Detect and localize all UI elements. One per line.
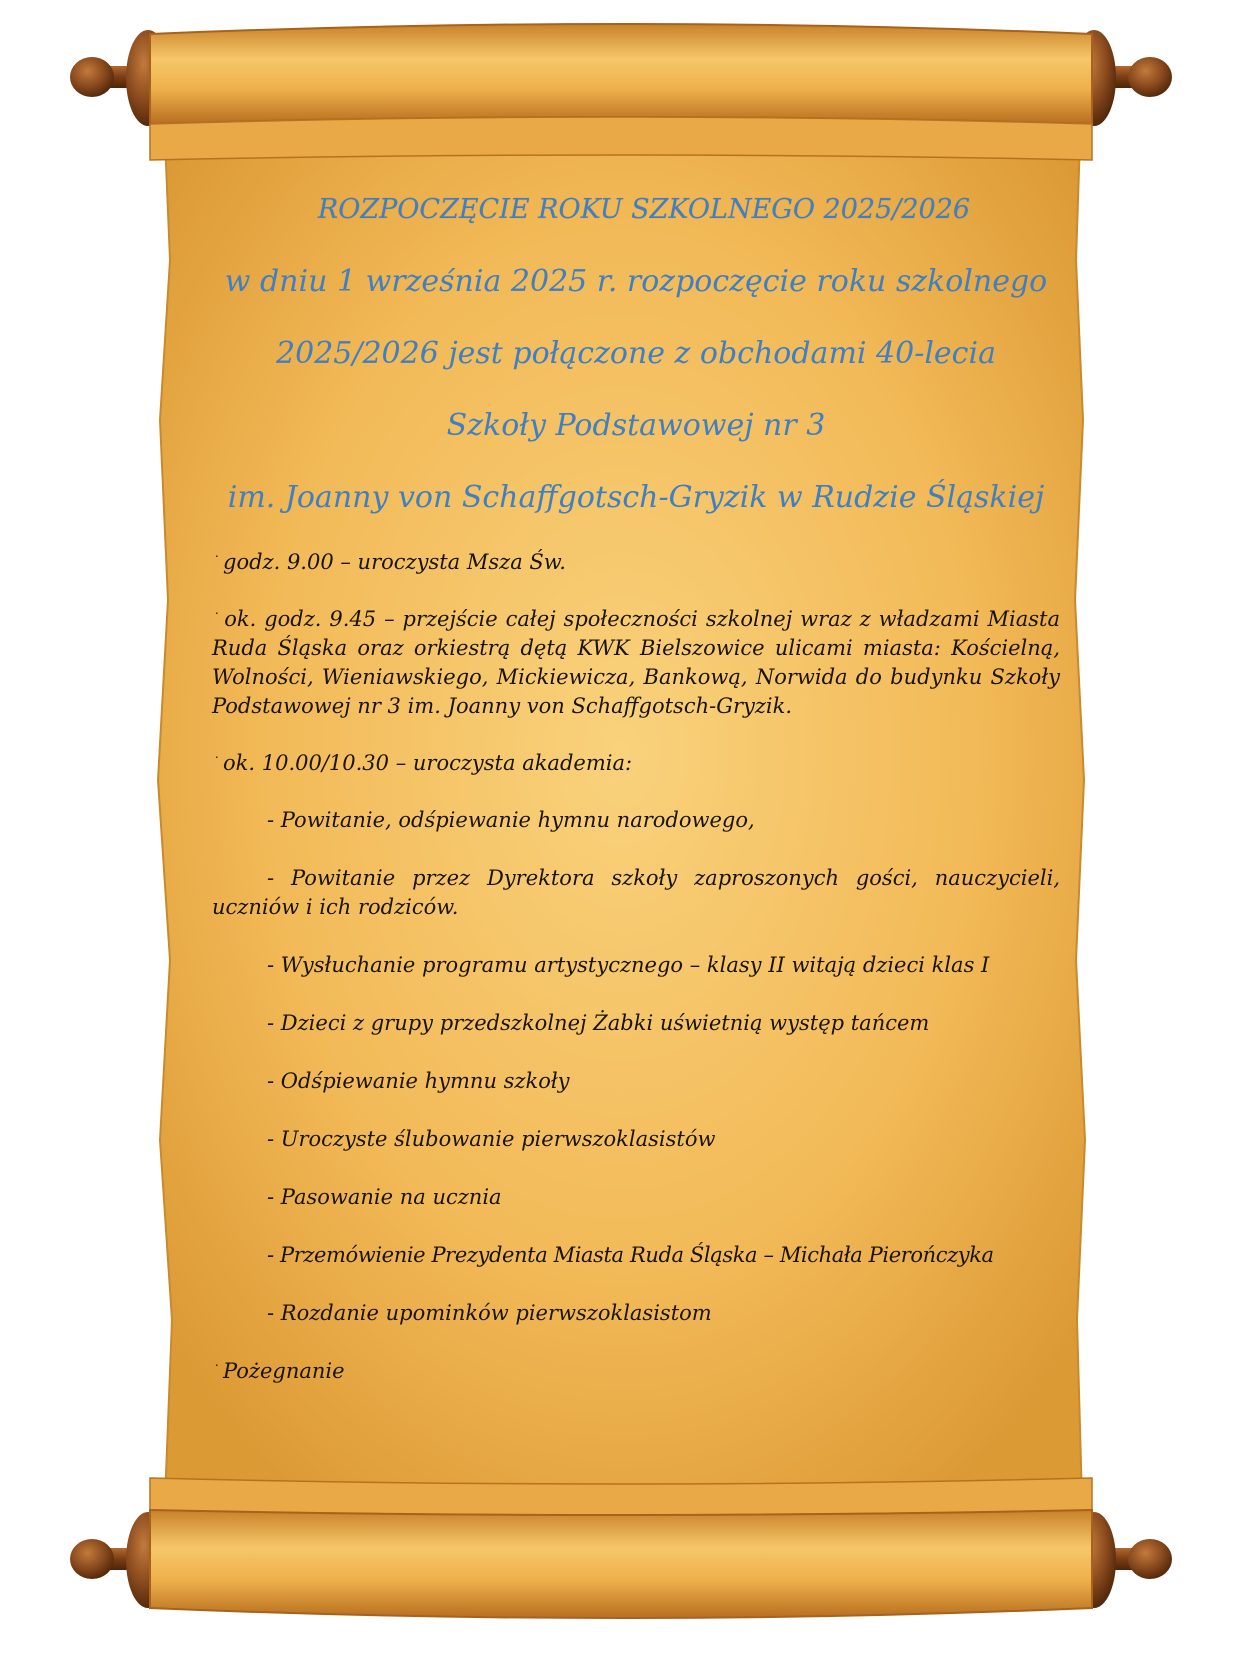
bullet: ˙ [212,611,221,627]
schedule-mass: ˙ godz. 9.00 – uroczysta Msza Św. [212,550,566,574]
academy-item: - Przemówienie Prezydenta Miasta Ruda Śląska – Michała Pierończyka [267,1243,994,1267]
scroll-content [212,190,1060,1414]
bullet: ˙ [212,1363,219,1379]
academy-item: - Powitanie, odśpiewanie hymnu narodowego, [267,808,755,832]
intro-line-2: 2025/2026 jest połączone z obchodami 40-lecia [276,336,996,371]
academy-item: - Wysłuchanie programu artystycznego – klasy II witają dzieci klas I [267,953,990,977]
bullet: ˙ [212,554,219,570]
bottom-roll [70,1478,1172,1618]
academy-item: - Dzieci z grupy przedszkolnej Żabki uświetnią występ tańcem [267,1011,930,1035]
academy-item: - Pasowanie na ucznia [267,1185,502,1209]
academy-item: - Powitanie przez Dyrektora szkoły zaproszonych gości, nauczycieli, uczniów i ich rodziców. [212,866,1060,919]
top-roll [70,24,1172,160]
intro-line-1: w dniu 1 września 2025 r. rozpoczęcie roku szkolnego [224,264,1048,299]
event-intro [212,246,1060,534]
schedule-procession: ˙ ok. godz. 9.45 – przejście całej społeczności szkolnej wraz z władzami Miasta Ruda Śląska oraz orkiestrą dętą KWK Bielszowice ulicami miasta: Kościelną, Wolności, Wieniawskiego, Mickiewicza, Bankową, Norwida do budynku Szkoły Podstawowej nr 3 im. Joanny von Schaffgotsch-Gryzik. [212,607,1060,718]
academy-item: - Uroczyste ślubowanie pierwszoklasistów [267,1127,716,1151]
schedule [212,548,1060,1386]
intro-line-4: im. Joanny von Schaffgotsch-Gryzik w Rudzie Śląskiej [227,480,1045,515]
page-title: ROZPOCZĘCIE ROKU SZKOLNEGO 2025/2026 [317,194,971,225]
schedule-academy: ˙ ok. 10.00/10.30 – uroczysta akademia: [212,751,633,775]
bullet: ˙ [212,755,219,771]
academy-item: - Odśpiewanie hymnu szkoły [267,1069,570,1093]
academy-item: - Rozdanie upominków pierwszoklasistom [267,1301,712,1325]
intro-line-3: Szkoły Podstawowej nr 3 [446,408,826,443]
schedule-farewell: ˙ Pożegnanie [212,1359,345,1383]
